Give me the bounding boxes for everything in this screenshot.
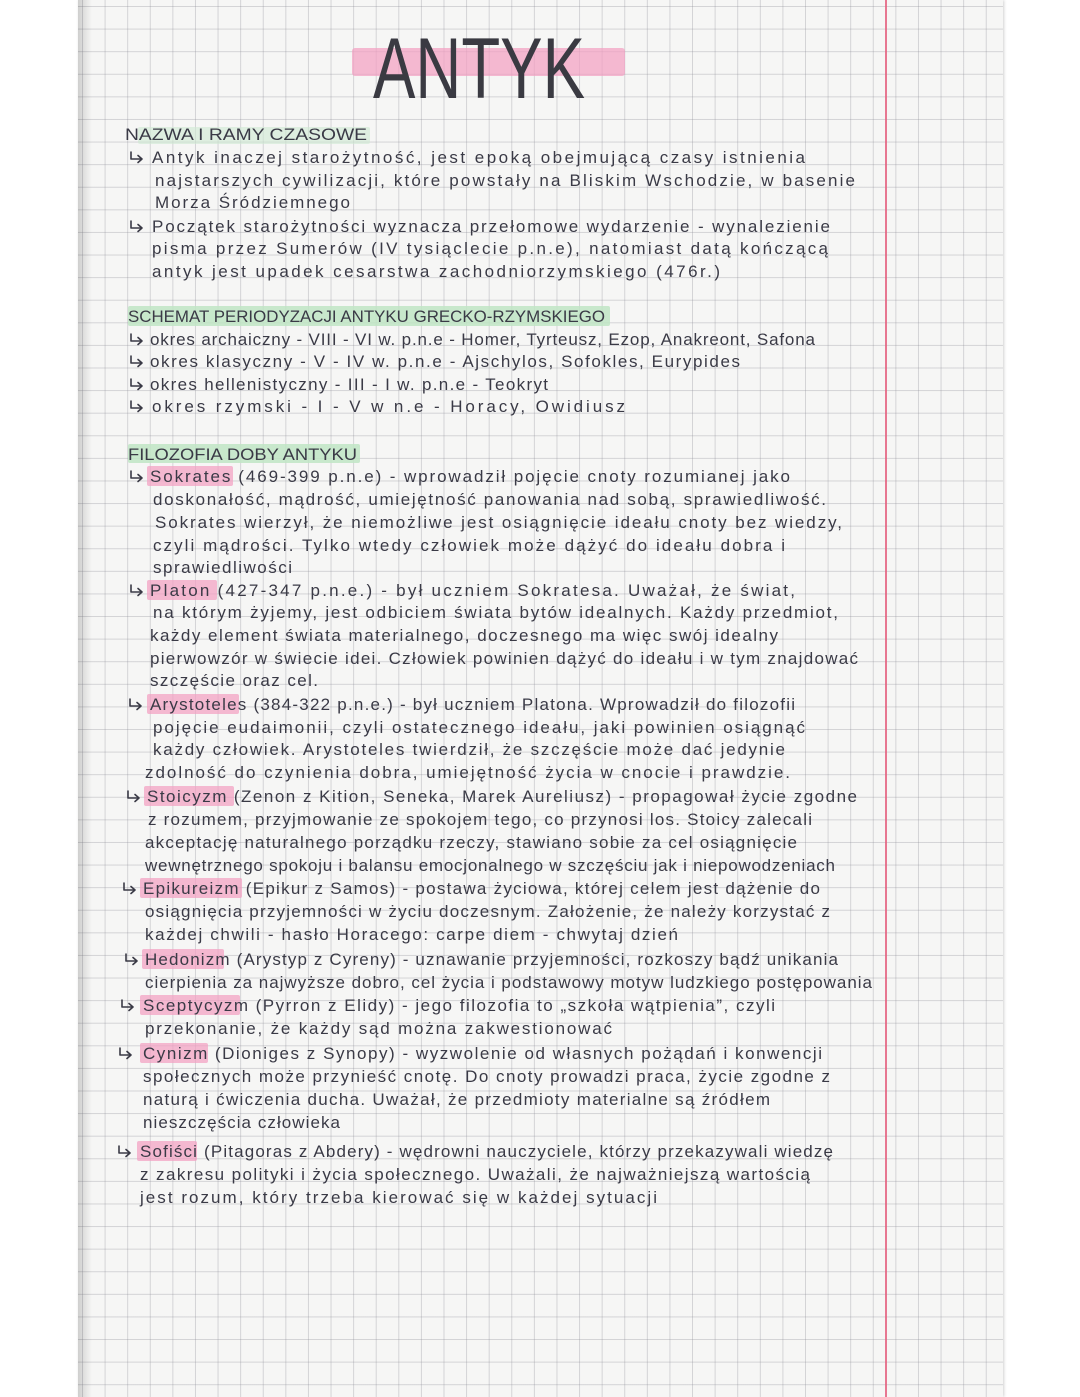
bullet-arrow-icon — [124, 883, 135, 894]
page-title: ANTYK — [373, 21, 585, 117]
bullet-text: (384-322 p.n.e.) - był uczniem Platona. Wprowadził do filozofii — [253, 695, 796, 714]
section-heading: NAZWA I RAMY CZASOWE — [125, 125, 367, 144]
bullet-line — [145, 950, 839, 969]
continuation-line: nieszczęścia człowieka — [143, 1113, 340, 1132]
continuation-line: Sokrates wierzył, że niemożliwe jest osiągnięcie ideału cnoty bez wiedzy, — [155, 513, 842, 532]
bullet-arrow-icon — [131, 356, 142, 367]
continuation-line: osiągnięcia przyjemności w życiu doczesnym. Założenie, że należy korzystać z — [145, 902, 831, 921]
continuation-line: doskonałość, mądrość, umiejętność panowania nad sobą, sprawiedliwość. — [153, 490, 826, 509]
continuation-line: antyk jest upadek cesarstwa zachodniorzymskiego (476r.) — [152, 262, 721, 281]
bullet-arrow-icon — [131, 334, 142, 345]
period-line: okres hellenistyczny - III - I w. p.n.e - Teokryt — [150, 375, 548, 394]
bullet-arrow-icon — [122, 1000, 133, 1011]
continuation-line: zdolność do czynienia dobra, umiejętność życia w cnocie i prawdzie. — [145, 763, 790, 782]
period-line: okres rzymski - I - V w n.e - Horacy, Owidiusz — [152, 397, 626, 416]
continuation-line: najstarszych cywilizacji, które powstały na Bliskim Wschodzie, w basenie — [155, 171, 855, 190]
bullet-arrow-icon — [119, 1146, 130, 1157]
term: Cynizm — [143, 1044, 208, 1063]
bullet-arrow-icon — [128, 791, 139, 802]
bullet-arrow-icon — [131, 471, 142, 482]
continuation-line: z zakresu polityki i życia społecznego. Uważali, że najważniejszą wartością — [140, 1165, 810, 1184]
bullet-line — [147, 787, 857, 806]
bullet-text: (Pitagoras z Abdery) - wędrowni nauczyciele, którzy przekazywali wiedzę — [204, 1142, 833, 1161]
continuation-line: akceptację naturalnego porządku rzeczy, stawiano sobie za cel osiągnięcie — [145, 833, 798, 852]
section-periodization — [128, 306, 816, 416]
bullet-text: (Pyrron z Elidy) - jego filozofia to „szkoła wątpienia”, czyli — [255, 996, 775, 1015]
bullet-arrow-icon — [131, 379, 142, 390]
period-line: okres archaiczny - VIII - VI w. p.n.e - Homer, Tyrteusz, Ezop, Anakreont, Safona — [150, 330, 815, 349]
bullet-line — [143, 1044, 822, 1063]
bullet-arrow-icon — [131, 401, 142, 412]
bullet-text: (Zenon z Kition, Seneka, Marek Aureliusz) - propagował życie zgodne — [233, 787, 858, 806]
continuation-line: jest rozum, który trzeba kierować się w każdej sytuacji — [140, 1188, 658, 1207]
section-time-frame — [125, 125, 855, 281]
term: Sofiści — [140, 1142, 197, 1161]
continuation-line: pierwowzór w świecie idei. Człowiek powinien dążyć do ideału i w tym znajdować — [150, 649, 858, 668]
continuation-line: naturą i ćwiczenia ducha. Uważał, że przedmioty materialne są źródłem — [143, 1090, 771, 1109]
bullet-arrow-icon — [131, 585, 142, 596]
continuation-line: z rozumem, przyjmowanie ze spokojem tego, co przynosi los. Stoicy zalecali — [148, 810, 813, 829]
term: Arystoteles — [150, 695, 247, 714]
continuation-line: na którym żyjemy, jest odbiciem świata bytów idealnych. Każdy przedmiot, — [153, 603, 838, 622]
section-philosophy — [119, 444, 873, 1207]
bullet-arrow-icon — [120, 1048, 131, 1059]
bullet-line — [150, 695, 795, 714]
continuation-line: każdy element świata materialnego, doczesnego ma więc swój idealny — [150, 626, 778, 645]
continuation-line: szczęście oraz cel. — [150, 671, 318, 690]
bullet-line — [143, 996, 775, 1015]
continuation-line: czyli mądrości. Tylko wtedy człowiek może dążyć do ideału dobra i — [153, 536, 785, 555]
bullet-line — [150, 467, 790, 486]
bullet-arrow-icon — [131, 152, 142, 163]
section-heading: FILOZOFIA DOBY ANTYKU — [128, 445, 357, 464]
term: Sokrates — [150, 467, 231, 486]
bullet-arrow-icon — [131, 221, 142, 232]
continuation-line: Morza Śródziemnego — [155, 193, 350, 212]
period-line: okres klasyczny - V - IV w. p.n.e - Ajschylos, Sofokles, Eurypides — [150, 352, 740, 371]
bullet-line — [150, 581, 795, 600]
continuation-line: wewnętrznego spokoju i balansu emocjonalnego w szczęściu jak i niepowodzeniach — [145, 856, 835, 875]
term: Platon — [150, 581, 210, 600]
term: Epikureizm — [143, 879, 239, 898]
term: Stoicyzm — [147, 787, 227, 806]
continuation-line: sprawiedliwości — [153, 558, 292, 577]
continuation-line: pisma przez Sumerów (IV tysiąclecie p.n.e), natomiast datą kończącą — [152, 239, 829, 258]
bullet-text: (Arystyp z Cyreny) - uznawanie przyjemności, rozkoszy bądź unikania — [236, 950, 838, 969]
continuation-line: społecznych może przynieść cnotę. Do cnoty prowadzi praca, życie zgodne z — [143, 1067, 831, 1086]
bullet-text: (469-399 p.n.e) - wprowadził pojęcie cnoty rozumianej jako — [238, 467, 790, 486]
continuation-line: pojęcie eudaimonii, czyli ostatecznego ideału, jaki powinien osiągnąć — [153, 718, 806, 737]
continuation-line: przekonanie, że każdy sąd można zakwestionować — [145, 1019, 612, 1038]
bullet-text: (Epikur z Samos) - postawa życiowa, której celem jest dążenie do — [245, 879, 820, 898]
bullet-arrow-icon — [130, 699, 141, 710]
continuation-line: każdej chwili - hasło Horacego: carpe diem - chwytaj dzień — [145, 925, 678, 944]
bullet-text: (427-347 p.n.e.) - był uczniem Sokratesa. Uważał, że świat, — [217, 581, 795, 600]
bullet-line: Początek starożytności wyznacza przełomowe wydarzenie - wynalezienie — [152, 217, 830, 236]
term: Sceptycyzm — [143, 996, 249, 1015]
bullet-line: Antyk inaczej starożytność, jest epoką obejmującą czasy istnienia — [152, 148, 805, 167]
bullet-text: (Dioniges z Synopy) - wyzwolenie od własnych pożądań i konwencji — [214, 1044, 823, 1063]
section-heading: SCHEMAT PERIODYZACJI ANTYKU GRECKO-RZYMSKIEGO — [128, 307, 605, 326]
continuation-line: każdy człowiek. Arystoteles twierdził, że szczęście może dać jedynie — [153, 740, 785, 759]
term: Hedonizm — [145, 950, 230, 969]
bullet-line — [140, 1142, 833, 1161]
bullet-arrow-icon — [126, 954, 137, 965]
continuation-line: cierpienia za najwyższe dobro, cel życia i podstawowy motyw ludzkiego postępowania — [145, 973, 872, 992]
bullet-line — [143, 879, 820, 898]
